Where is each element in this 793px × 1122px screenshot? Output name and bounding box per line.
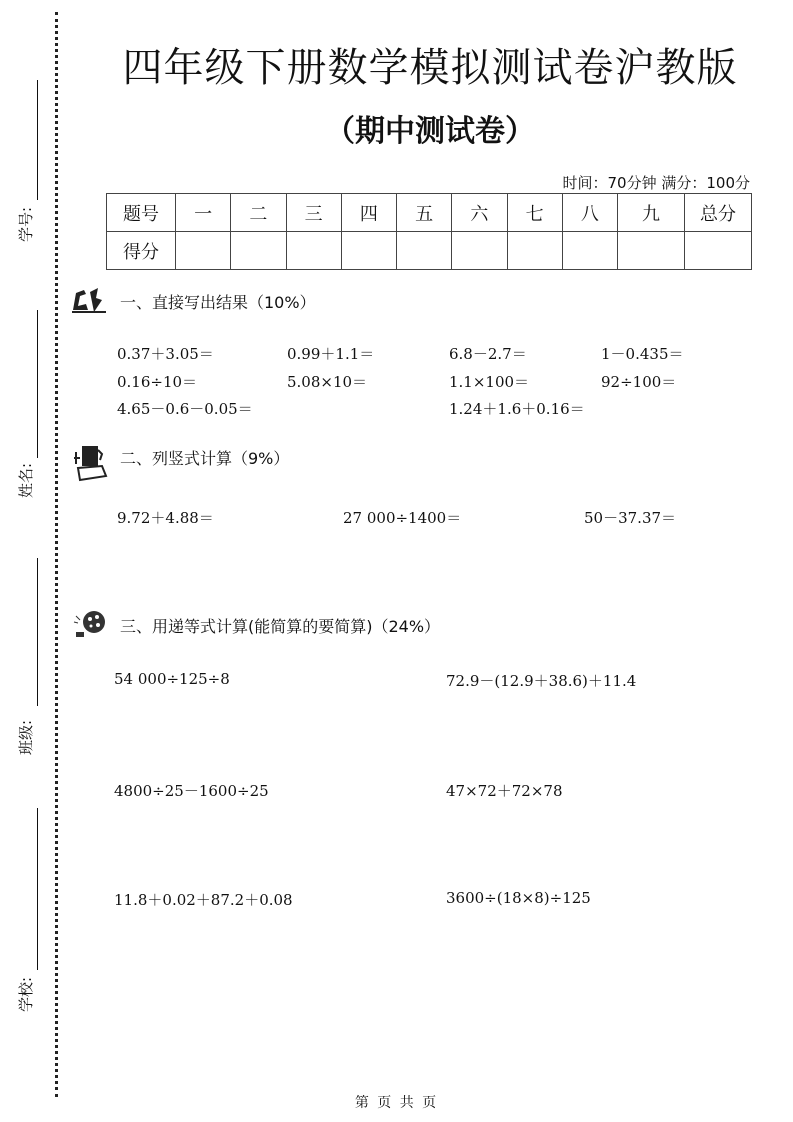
name-blank[interactable] <box>37 310 38 458</box>
header-cell: 八 <box>562 194 617 232</box>
cartoon-ball-icon <box>70 608 114 642</box>
page-title: 四年级下册数学模拟测试卷沪教版 <box>122 45 738 91</box>
exercise-1-10: 1.24＋1.6＋0.16＝ <box>449 400 585 418</box>
score-cell[interactable] <box>231 232 286 270</box>
class-blank[interactable] <box>37 558 38 706</box>
header-cell: 七 <box>507 194 562 232</box>
header-cell: 二 <box>231 194 286 232</box>
score-cell[interactable] <box>397 232 452 270</box>
score-table-header-row <box>107 194 752 232</box>
exercise-1-5: 0.16÷10＝ <box>117 373 198 391</box>
score-row-label: 得分 <box>107 232 176 270</box>
exercise-2-3: 50－37.37＝ <box>584 509 677 527</box>
score-cell[interactable] <box>507 232 562 270</box>
cartoon-book-icon <box>70 440 114 474</box>
header-cell: 总分 <box>685 194 752 232</box>
exercise-1-8: 92÷100＝ <box>601 373 677 391</box>
exercise-1-3: 6.8－2.7＝ <box>449 345 527 363</box>
score-cell[interactable] <box>452 232 507 270</box>
header-cell: 九 <box>618 194 685 232</box>
exercise-1-1: 0.37＋3.05＝ <box>117 345 214 363</box>
section-1-title: 一、直接写出结果（10%） <box>120 292 316 312</box>
student-id-label: 学号: <box>17 206 35 242</box>
section-2-title: 二、列竖式计算（9%） <box>120 448 290 468</box>
score-cell[interactable] <box>618 232 685 270</box>
time-and-score: 时间：70分钟 满分：100分 <box>562 174 750 192</box>
name-label: 姓名: <box>17 462 35 498</box>
header-cell: 六 <box>452 194 507 232</box>
exercise-3-4: 47×72＋72×78 <box>446 782 563 800</box>
class-label: 班级: <box>17 719 35 755</box>
page-subtitle: （期中测试卷） <box>325 114 535 149</box>
header-cell: 四 <box>341 194 396 232</box>
section-3-heading <box>70 608 440 642</box>
exercise-3-2: 72.9－(12.9＋38.6)＋11.4 <box>446 672 637 690</box>
page-number: 第 页 共 页 <box>354 1095 439 1111</box>
section-2-heading <box>70 440 289 474</box>
school-label: 学校: <box>17 976 35 1012</box>
exercise-1-9: 4.65－0.6－0.05＝ <box>117 400 253 418</box>
score-cell[interactable] <box>562 232 617 270</box>
exercise-1-7: 1.1×100＝ <box>449 373 530 391</box>
header-cell: 五 <box>397 194 452 232</box>
exercise-3-3: 4800÷25－1600÷25 <box>114 782 269 800</box>
exercise-1-6: 5.08×10＝ <box>287 373 368 391</box>
exercise-2-1: 9.72＋4.88＝ <box>117 509 214 527</box>
cartoon-writing-icon <box>70 284 114 318</box>
exercise-1-2: 0.99＋1.1＝ <box>287 345 375 363</box>
header-cell: 一 <box>176 194 231 232</box>
score-table-score-row <box>107 232 752 270</box>
school-blank[interactable] <box>37 808 38 970</box>
exercise-1-4: 1－0.435＝ <box>601 345 684 363</box>
section-1-heading <box>70 284 316 318</box>
header-cell: 三 <box>286 194 341 232</box>
exercise-3-6: 3600÷(18×8)÷125 <box>446 889 591 907</box>
header-cell: 题号 <box>107 194 176 232</box>
score-cell[interactable] <box>685 232 752 270</box>
section-3-title: 三、用递等式计算(能简算的要简算)（24%） <box>120 616 441 636</box>
score-table <box>106 193 752 270</box>
exercise-3-5: 11.8＋0.02＋87.2＋0.08 <box>114 891 293 909</box>
exercise-3-1: 54 000÷125÷8 <box>114 670 230 688</box>
cut-line <box>55 12 58 1097</box>
student-id-blank[interactable] <box>37 80 38 200</box>
exercise-2-2: 27 000÷1400＝ <box>343 509 462 527</box>
score-cell[interactable] <box>176 232 231 270</box>
score-cell[interactable] <box>341 232 396 270</box>
score-cell[interactable] <box>286 232 341 270</box>
